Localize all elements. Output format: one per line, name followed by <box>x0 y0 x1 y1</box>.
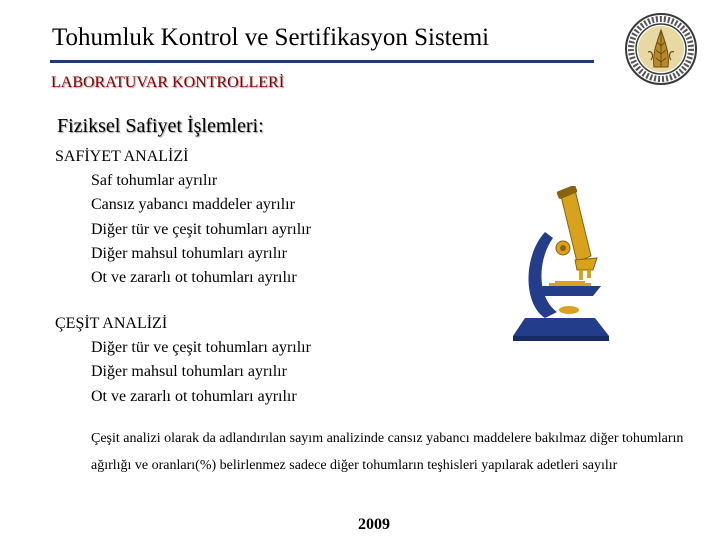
slide-year: 2009 <box>358 516 390 533</box>
microscope-icon <box>505 186 617 346</box>
slide-title: Tohumluk Kontrol ve Sertifikasyon Sistemi <box>52 24 490 51</box>
list-item: Cansız yabancı maddeler ayrılır <box>91 196 295 214</box>
list-item: Saf tohumlar ayrılır <box>91 172 218 190</box>
list-item: Ot ve zararlı ot tohumları ayrılır <box>91 269 297 287</box>
list-item: Ot ve zararlı ot tohumları ayrılır <box>91 387 297 405</box>
purity-analysis-label: SAFİYET ANALİZİ <box>55 148 189 165</box>
purity-analysis-block <box>55 145 311 290</box>
list-item: Diğer mahsul tohumları ayrılır <box>91 363 287 381</box>
list-item: Diğer mahsul tohumları ayrılır <box>91 244 287 262</box>
institution-seal-icon <box>624 12 698 86</box>
title-underline <box>50 60 594 63</box>
list-item: Diğer tür ve çeşit tohumları ayrılır <box>91 220 311 238</box>
variety-analysis-label: ÇEŞİT ANALİZİ <box>55 315 168 332</box>
count-analysis-note: Çeşit analizi olarak da adlandırılan sayım analizinde cansız yabancı maddelere bakılmaz diğer tohumların ağırlığı ve oranları(%) belirlenmez sadece diğer tohumların teşhisleri yapılarak adetleri sayılır <box>91 431 684 473</box>
variety-analysis-block <box>55 312 311 409</box>
list-item: Diğer tür ve çeşit tohumları ayrılır <box>91 339 311 357</box>
section-title: LABORATUVAR KONTROLLERİ <box>51 74 285 91</box>
subsection-heading: Fiziksel Safiyet İşlemleri: <box>57 115 264 137</box>
